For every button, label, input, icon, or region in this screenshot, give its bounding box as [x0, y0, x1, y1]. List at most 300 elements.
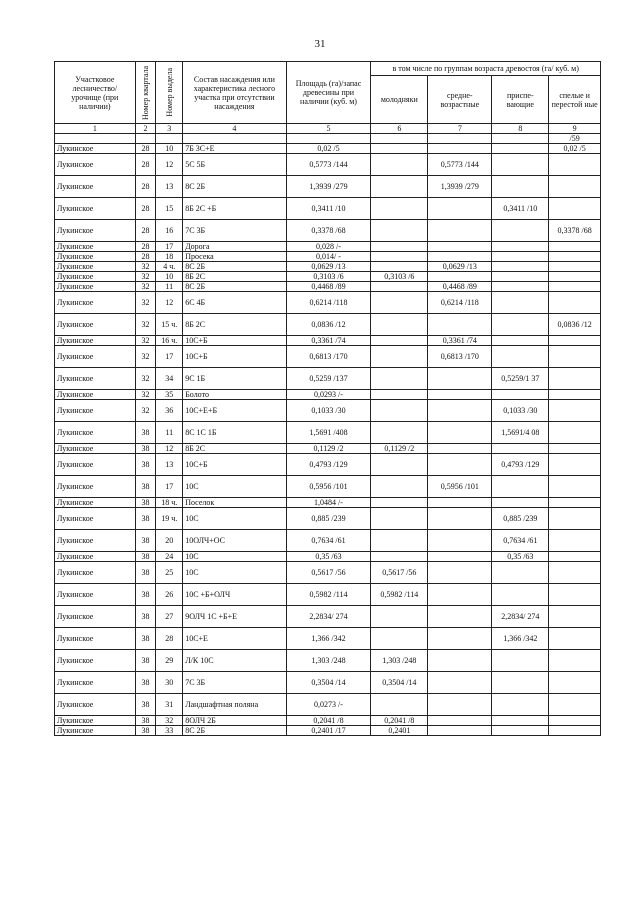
- row-area: 0,1129 /2: [286, 444, 371, 454]
- row-area: 0,5773 /144: [286, 154, 371, 176]
- row-composition: 9С 1Б: [183, 368, 286, 390]
- row-young: [371, 252, 428, 262]
- row-young: [371, 498, 428, 508]
- table-row: [55, 726, 601, 736]
- row-forestry: Лукинское: [55, 628, 136, 650]
- row-quarter: 32: [135, 368, 156, 390]
- row-section: 35: [156, 390, 183, 400]
- row-section: 32: [156, 716, 183, 726]
- row-young: [371, 422, 428, 444]
- header-mature: спелые и перестой ные: [549, 76, 601, 124]
- row-ripening: 0,885 /239: [492, 508, 549, 530]
- row-forestry: Лукинское: [55, 144, 136, 154]
- table-row: [55, 422, 601, 444]
- table-row: [55, 154, 601, 176]
- row-forestry: Лукинское: [55, 498, 136, 508]
- row-area: 1,366 /342: [286, 628, 371, 650]
- row-composition: 5С 5Б: [183, 154, 286, 176]
- row-section: 12: [156, 292, 183, 314]
- row-ripening: [492, 650, 549, 672]
- row-ripening: [492, 144, 549, 154]
- table-row: [55, 292, 601, 314]
- row-young: [371, 154, 428, 176]
- row-middle-aged: [428, 220, 492, 242]
- row-composition: 10С+Е: [183, 628, 286, 650]
- row-mature: [549, 176, 601, 198]
- column-number: 5: [286, 124, 371, 134]
- row-forestry: Лукинское: [55, 282, 136, 292]
- row-quarter: 32: [135, 314, 156, 336]
- row-forestry: [55, 134, 136, 144]
- table-row: [55, 176, 601, 198]
- row-forestry: Лукинское: [55, 314, 136, 336]
- row-middle-aged: [428, 368, 492, 390]
- row-young: 0,5982 /114: [371, 584, 428, 606]
- row-quarter: 38: [135, 694, 156, 716]
- table-row: [55, 498, 601, 508]
- row-middle-aged: [428, 444, 492, 454]
- row-forestry: Лукинское: [55, 368, 136, 390]
- row-area: 0,4468 /89: [286, 282, 371, 292]
- row-composition: 10С: [183, 508, 286, 530]
- row-mature: [549, 562, 601, 584]
- row-mature: 0,3378 /68: [549, 220, 601, 242]
- column-number: 8: [492, 124, 549, 134]
- row-ripening: [492, 672, 549, 694]
- row-young: [371, 144, 428, 154]
- row-section: 17: [156, 346, 183, 368]
- column-number: 7: [428, 124, 492, 134]
- row-mature: [549, 672, 601, 694]
- table-row: [55, 272, 601, 282]
- row-area: 0,2401 /17: [286, 726, 371, 736]
- row-composition: 10С: [183, 552, 286, 562]
- row-mature: [549, 272, 601, 282]
- row-young: 0,2401: [371, 726, 428, 736]
- row-section: 24: [156, 552, 183, 562]
- row-young: [371, 368, 428, 390]
- row-young: [371, 606, 428, 628]
- row-section: 31: [156, 694, 183, 716]
- row-quarter: 28: [135, 242, 156, 252]
- row-area: 0,35 /63: [286, 552, 371, 562]
- row-forestry: Лукинское: [55, 672, 136, 694]
- row-forestry: Лукинское: [55, 562, 136, 584]
- row-ripening: [492, 726, 549, 736]
- row-composition: 6С 4Б: [183, 292, 286, 314]
- row-forestry: Лукинское: [55, 176, 136, 198]
- row-area: 0,1033 /30: [286, 400, 371, 422]
- row-quarter: 32: [135, 390, 156, 400]
- row-composition: 7С 3Б: [183, 220, 286, 242]
- row-quarter: 28: [135, 154, 156, 176]
- row-mature: [549, 454, 601, 476]
- row-ripening: [492, 562, 549, 584]
- row-middle-aged: [428, 716, 492, 726]
- row-area: 2,2834/ 274: [286, 606, 371, 628]
- row-young: [371, 400, 428, 422]
- row-composition: Дорога: [183, 242, 286, 252]
- row-quarter: 38: [135, 726, 156, 736]
- row-middle-aged: [428, 242, 492, 252]
- row-middle-aged: [428, 530, 492, 552]
- row-section: 36: [156, 400, 183, 422]
- row-middle-aged: 1,3939 /279: [428, 176, 492, 198]
- row-young: [371, 390, 428, 400]
- row-mature: [549, 292, 601, 314]
- row-ripening: [492, 498, 549, 508]
- row-middle-aged: [428, 672, 492, 694]
- row-ripening: [492, 134, 549, 144]
- row-area: 0,3504 /14: [286, 672, 371, 694]
- row-middle-aged: 0,3361 /74: [428, 336, 492, 346]
- row-area: 0,5617 /56: [286, 562, 371, 584]
- row-quarter: 32: [135, 400, 156, 422]
- row-forestry: Лукинское: [55, 454, 136, 476]
- row-middle-aged: [428, 628, 492, 650]
- row-forestry: Лукинское: [55, 292, 136, 314]
- row-mature: 0,02 /5: [549, 144, 601, 154]
- row-composition: Л/К 10С: [183, 650, 286, 672]
- row-area: 1,5691 /408: [286, 422, 371, 444]
- row-section: 26: [156, 584, 183, 606]
- table-row: [55, 198, 601, 220]
- table-row: [55, 716, 601, 726]
- row-composition: 10С+Е+Б: [183, 400, 286, 422]
- row-forestry: Лукинское: [55, 198, 136, 220]
- row-forestry: Лукинское: [55, 272, 136, 282]
- row-composition: 10С+Б: [183, 454, 286, 476]
- row-forestry: Лукинское: [55, 154, 136, 176]
- row-forestry: Лукинское: [55, 716, 136, 726]
- row-young: [371, 282, 428, 292]
- row-ripening: 2,2834/ 274: [492, 606, 549, 628]
- row-forestry: Лукинское: [55, 726, 136, 736]
- row-forestry: Лукинское: [55, 530, 136, 552]
- row-composition: Болото: [183, 390, 286, 400]
- header-young: молодняки: [371, 76, 428, 124]
- row-area: 0,5982 /114: [286, 584, 371, 606]
- row-forestry: Лукинское: [55, 336, 136, 346]
- row-composition: 10С+Б: [183, 336, 286, 346]
- row-ripening: 0,4793 /129: [492, 454, 549, 476]
- row-section: 28: [156, 628, 183, 650]
- row-ripening: [492, 476, 549, 498]
- row-young: 0,5617 /56: [371, 562, 428, 584]
- row-composition: Ландшафтная поляна: [183, 694, 286, 716]
- row-quarter: 38: [135, 508, 156, 530]
- row-composition: 10С: [183, 562, 286, 584]
- row-middle-aged: 0,6813 /170: [428, 346, 492, 368]
- row-middle-aged: [428, 390, 492, 400]
- row-young: [371, 628, 428, 650]
- row-middle-aged: [428, 694, 492, 716]
- table-row: [55, 336, 601, 346]
- row-young: [371, 336, 428, 346]
- column-number: 2: [135, 124, 156, 134]
- row-quarter: 28: [135, 252, 156, 262]
- table-row: [55, 508, 601, 530]
- row-mature: [549, 336, 601, 346]
- row-forestry: Лукинское: [55, 508, 136, 530]
- row-middle-aged: [428, 508, 492, 530]
- row-mature: [549, 198, 601, 220]
- row-quarter: 38: [135, 476, 156, 498]
- row-forestry: Лукинское: [55, 390, 136, 400]
- row-section: [156, 134, 183, 144]
- row-forestry: Лукинское: [55, 444, 136, 454]
- row-section: 15 ч.: [156, 314, 183, 336]
- row-middle-aged: 0,6214 /118: [428, 292, 492, 314]
- table-row: [55, 584, 601, 606]
- row-mature: [549, 390, 601, 400]
- row-young: [371, 476, 428, 498]
- row-quarter: 28: [135, 144, 156, 154]
- row-section: 33: [156, 726, 183, 736]
- row-section: 10: [156, 272, 183, 282]
- row-quarter: 38: [135, 498, 156, 508]
- row-forestry: Лукинское: [55, 242, 136, 252]
- row-section: 11: [156, 422, 183, 444]
- row-quarter: 38: [135, 444, 156, 454]
- row-ripening: [492, 390, 549, 400]
- row-young: [371, 262, 428, 272]
- row-middle-aged: [428, 252, 492, 262]
- page-number: 31: [314, 38, 326, 50]
- row-forestry: Лукинское: [55, 476, 136, 498]
- row-quarter: 38: [135, 552, 156, 562]
- row-section: 29: [156, 650, 183, 672]
- row-section: 18: [156, 252, 183, 262]
- row-middle-aged: [428, 144, 492, 154]
- row-composition: 8С 2Б: [183, 176, 286, 198]
- row-young: [371, 220, 428, 242]
- row-area: 0,3103 /6: [286, 272, 371, 282]
- row-forestry: Лукинское: [55, 400, 136, 422]
- row-section: 20: [156, 530, 183, 552]
- row-composition: 10С: [183, 476, 286, 498]
- row-area: 0,0293 /-: [286, 390, 371, 400]
- row-mature: [549, 422, 601, 444]
- row-area: 1,3939 /279: [286, 176, 371, 198]
- row-quarter: 28: [135, 220, 156, 242]
- row-area: 0,6214 /118: [286, 292, 371, 314]
- row-mature: [549, 498, 601, 508]
- column-number: 6: [371, 124, 428, 134]
- header-composition: Состав насаждения или характеристика лесного участка при отсутствии насаждения: [183, 62, 286, 124]
- row-area: 0,0836 /12: [286, 314, 371, 336]
- row-forestry: Лукинское: [55, 584, 136, 606]
- row-composition: 7С 3Б: [183, 672, 286, 694]
- table-row: [55, 346, 601, 368]
- row-section: 10: [156, 144, 183, 154]
- row-young: [371, 530, 428, 552]
- table-row: [55, 368, 601, 390]
- row-ripening: [492, 444, 549, 454]
- row-ripening: [492, 716, 549, 726]
- row-section: 13: [156, 454, 183, 476]
- row-young: [371, 454, 428, 476]
- table-row: [55, 144, 601, 154]
- row-composition: 9ОЛЧ 1С +Б+Е: [183, 606, 286, 628]
- row-ripening: [492, 336, 549, 346]
- table-row: [55, 134, 601, 144]
- row-young: 1,303 /248: [371, 650, 428, 672]
- row-ripening: [492, 694, 549, 716]
- row-ripening: [492, 346, 549, 368]
- table-row: [55, 476, 601, 498]
- row-middle-aged: [428, 314, 492, 336]
- row-young: 0,3504 /14: [371, 672, 428, 694]
- row-mature: [549, 262, 601, 272]
- row-mature: [549, 584, 601, 606]
- header-ripening: приспе-вающие: [492, 76, 549, 124]
- table-row: [55, 454, 601, 476]
- row-area: 0,885 /239: [286, 508, 371, 530]
- row-young: 0,3103 /6: [371, 272, 428, 282]
- row-area: 0,3411 /10: [286, 198, 371, 220]
- row-ripening: 1,5691/4 08: [492, 422, 549, 444]
- row-quarter: 38: [135, 454, 156, 476]
- row-mature: [549, 476, 601, 498]
- column-number: 4: [183, 124, 286, 134]
- row-mature: [549, 726, 601, 736]
- row-quarter: 38: [135, 584, 156, 606]
- row-young: [371, 552, 428, 562]
- row-area: 0,5956 /101: [286, 476, 371, 498]
- row-mature: 0,0836 /12: [549, 314, 601, 336]
- table-row: [55, 552, 601, 562]
- table-row: [55, 314, 601, 336]
- row-composition: 8С 1С 1Б: [183, 422, 286, 444]
- row-young: [371, 292, 428, 314]
- row-section: 25: [156, 562, 183, 584]
- row-young: [371, 134, 428, 144]
- row-composition: [183, 134, 286, 144]
- row-mature: [549, 508, 601, 530]
- row-middle-aged: [428, 606, 492, 628]
- row-quarter: 28: [135, 198, 156, 220]
- row-quarter: 38: [135, 716, 156, 726]
- header-section: Номер выдела: [156, 62, 183, 124]
- table-row: [55, 262, 601, 272]
- row-section: 27: [156, 606, 183, 628]
- row-forestry: Лукинское: [55, 694, 136, 716]
- row-quarter: 38: [135, 530, 156, 552]
- row-mature: [549, 242, 601, 252]
- row-middle-aged: [428, 562, 492, 584]
- row-young: [371, 314, 428, 336]
- row-forestry: Лукинское: [55, 252, 136, 262]
- row-mature: [549, 716, 601, 726]
- row-mature: /59: [549, 134, 601, 144]
- row-middle-aged: [428, 584, 492, 606]
- forest-plots-table: [54, 61, 601, 736]
- header-forestry: Участковое лесничество/ урочище (при наличии): [55, 62, 136, 124]
- row-middle-aged: 0,5773 /144: [428, 154, 492, 176]
- row-young: [371, 198, 428, 220]
- row-forestry: Лукинское: [55, 552, 136, 562]
- row-ripening: 0,35 /63: [492, 552, 549, 562]
- table-row: [55, 390, 601, 400]
- row-ripening: [492, 154, 549, 176]
- row-ripening: [492, 220, 549, 242]
- table-row: [55, 400, 601, 422]
- row-area: [286, 134, 371, 144]
- row-forestry: Лукинское: [55, 422, 136, 444]
- row-ripening: [492, 176, 549, 198]
- row-section: 30: [156, 672, 183, 694]
- table-row: [55, 650, 601, 672]
- row-middle-aged: [428, 134, 492, 144]
- row-ripening: [492, 314, 549, 336]
- table-row: [55, 252, 601, 262]
- row-mature: [549, 368, 601, 390]
- row-composition: 7Б 3С+Е: [183, 144, 286, 154]
- table-row: [55, 242, 601, 252]
- row-ripening: [492, 292, 549, 314]
- row-ripening: 0,7634 /61: [492, 530, 549, 552]
- row-composition: 8Б 2С +Б: [183, 198, 286, 220]
- row-ripening: 0,1033 /30: [492, 400, 549, 422]
- row-section: 16 ч.: [156, 336, 183, 346]
- row-composition: 8С 2Б: [183, 262, 286, 272]
- row-ripening: [492, 252, 549, 262]
- row-section: 4 ч.: [156, 262, 183, 272]
- row-section: 18 ч.: [156, 498, 183, 508]
- row-forestry: Лукинское: [55, 346, 136, 368]
- column-number: 3: [156, 124, 183, 134]
- row-section: 12: [156, 154, 183, 176]
- row-mature: [549, 650, 601, 672]
- row-quarter: 32: [135, 346, 156, 368]
- row-composition: 8ОЛЧ 2Б: [183, 716, 286, 726]
- row-quarter: 32: [135, 262, 156, 272]
- row-ripening: [492, 262, 549, 272]
- table-body: [55, 134, 601, 736]
- column-number: 1: [55, 124, 136, 134]
- row-middle-aged: 0,5956 /101: [428, 476, 492, 498]
- row-section: 17: [156, 242, 183, 252]
- row-area: 0,5259 /137: [286, 368, 371, 390]
- row-area: 0,2041 /8: [286, 716, 371, 726]
- row-quarter: 32: [135, 282, 156, 292]
- row-area: 0,02 /5: [286, 144, 371, 154]
- row-middle-aged: [428, 272, 492, 282]
- row-quarter: 38: [135, 650, 156, 672]
- row-forestry: Лукинское: [55, 262, 136, 272]
- row-ripening: [492, 584, 549, 606]
- row-mature: [549, 694, 601, 716]
- row-mature: [549, 606, 601, 628]
- row-mature: [549, 552, 601, 562]
- row-quarter: 32: [135, 272, 156, 282]
- row-quarter: 38: [135, 422, 156, 444]
- row-composition: 8С 2Б: [183, 726, 286, 736]
- row-composition: 10С+Б: [183, 346, 286, 368]
- row-middle-aged: [428, 400, 492, 422]
- header-quarter: Номер квартала: [135, 62, 156, 124]
- header-middle-aged: средне-возрастные: [428, 76, 492, 124]
- row-young: [371, 346, 428, 368]
- row-composition: 8Б 2С: [183, 314, 286, 336]
- row-area: 0,6813 /170: [286, 346, 371, 368]
- row-area: 0,028 /-: [286, 242, 371, 252]
- row-young: [371, 176, 428, 198]
- row-mature: [549, 282, 601, 292]
- row-composition: Поселок: [183, 498, 286, 508]
- table-row: [55, 444, 601, 454]
